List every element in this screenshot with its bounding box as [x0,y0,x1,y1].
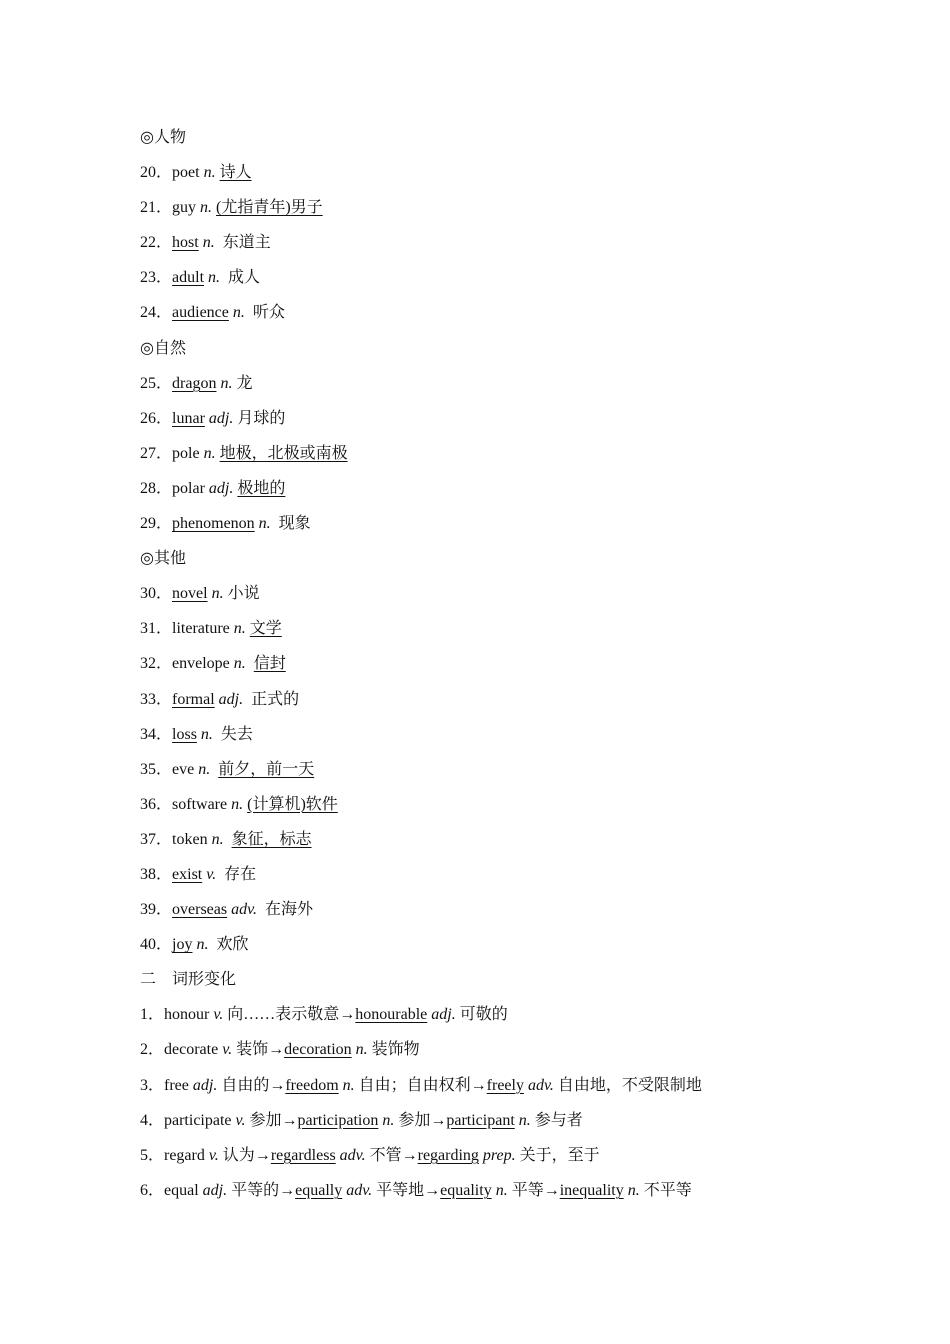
entry-text: 39． [140,901,173,919]
entry-text: 现象 [270,515,311,533]
vocabulary-page [140,120,840,1208]
underlined-term: overseas [172,901,228,919]
entry-text: 小说 [223,585,260,603]
part-of-speech: n. [342,1076,355,1094]
entry-text: 参加→ [394,1111,447,1129]
underlined-term: (尤指青年)男子 [216,199,323,217]
part-of-speech: n. [518,1111,531,1129]
part-of-speech: prep. [482,1146,516,1164]
entry-text: 3．free [140,1076,193,1094]
underlined-term: loss [172,725,197,743]
entry-text: 30． [140,585,173,603]
part-of-speech: adv. [231,901,258,919]
underlined-term: 信封 [253,655,286,673]
vocab-entry [140,822,840,857]
entry-text: 35． [140,760,173,778]
part-of-speech: v. [206,865,217,883]
entry-text: 自由地，不受限制地 [553,1076,702,1094]
vocab-entry [140,857,840,892]
category-heading [140,120,840,155]
category-heading [140,541,840,576]
vocab-entry [140,225,840,260]
part-of-speech: n. [200,725,213,743]
entry-text: 自由的→ [217,1076,286,1094]
underlined-term: participant [446,1111,515,1129]
vocab-entry [140,1103,840,1138]
part-of-speech: adv. [346,1181,373,1199]
underlined-term: phenomenon [172,515,255,533]
entry-text: literature [172,620,230,638]
underlined-term: inequality [559,1181,624,1199]
vocab-entry [140,576,840,611]
underlined-term: 前夕，前一天 [218,760,315,778]
entry-text: 认为→ [218,1146,271,1164]
entry-text: ◎自然 [140,339,186,357]
part-of-speech: adj. [218,690,244,708]
underlined-term: honourable [355,1006,428,1024]
entry-text: 32． [140,655,173,673]
vocab-entry [140,506,840,541]
entry-text: 28． [140,479,173,497]
entry-text: software [172,795,228,813]
vocab-entry [140,1138,840,1173]
part-of-speech: n. [258,515,271,533]
entry-text: 33． [140,690,173,708]
entry-text: 6．equal [140,1181,203,1199]
vocab-entry [140,646,840,681]
underlined-term: exist [172,865,203,883]
underlined-term: equality [440,1181,492,1199]
entry-text: token [172,830,208,848]
entry-text: 38． [140,865,173,883]
entry-text: 听众 [244,304,285,322]
part-of-speech: v. [208,1146,219,1164]
entry-text: 装饰物 [367,1041,420,1059]
entry-text: 向……表示敬意→ [223,1006,356,1024]
section-heading [140,962,840,997]
entry-text: pole [172,444,200,462]
part-of-speech: n. [211,585,224,603]
underlined-term: freely [486,1076,524,1094]
underlined-term: audience [172,304,229,322]
vocab-entry [140,295,840,330]
part-of-speech: n. [208,269,221,287]
entry-text: 平等地→ [372,1181,441,1199]
entry-text: 23． [140,269,173,287]
part-of-speech: v. [222,1041,233,1059]
underlined-term: participation [297,1111,379,1129]
entry-text: 不平等 [639,1181,692,1199]
entry-text: 24． [140,304,173,322]
underlined-term: novel [172,585,208,603]
entry-text: 20． [140,164,173,182]
vocab-entry [140,260,840,295]
entry-text: 27． [140,444,173,462]
underlined-term: regardless [270,1146,336,1164]
entry-text: 不管→ [365,1146,418,1164]
entry-text: 21． [140,199,173,217]
entry-text: 欢欣 [208,936,249,954]
entry-text: 存在 [216,865,257,883]
part-of-speech: n. [203,444,216,462]
part-of-speech: n. [200,199,213,217]
category-heading [140,331,840,366]
vocab-entry [140,682,840,717]
vocab-entry [140,1173,840,1208]
entry-text: 5．regard [140,1146,209,1164]
part-of-speech: n. [203,164,216,182]
underlined-term: decoration [284,1041,352,1059]
entry-text: 29． [140,515,173,533]
underlined-term: equally [295,1181,343,1199]
part-of-speech: n. [495,1181,508,1199]
vocab-entry [140,892,840,927]
part-of-speech: v. [235,1111,246,1129]
entry-text: ◎人物 [140,129,186,146]
entry-text: 34． [140,725,173,743]
part-of-speech: n. [355,1041,368,1059]
vocab-entry [140,787,840,822]
part-of-speech: adv. [339,1146,366,1164]
part-of-speech: n. [232,304,245,322]
underlined-term: host [172,234,199,252]
entry-text: 关于，至于 [515,1146,600,1164]
entry-text: 东道主 [214,234,271,252]
vocab-entry [140,997,840,1032]
underlined-term: lunar [172,409,205,427]
part-of-speech: n. [627,1181,640,1199]
entry-text: 月球的 [233,409,286,427]
underlined-term: 象征，标志 [231,830,312,848]
part-of-speech: n. [211,830,224,848]
entry-text: 可敬的 [455,1006,508,1024]
entry-text: 装饰→ [232,1041,285,1059]
vocab-entry [140,1032,840,1067]
entry-text: guy [172,199,197,217]
entry-text: 2．decorate [140,1041,223,1059]
entry-text: 平等的→ [227,1181,296,1199]
underlined-term: freedom [285,1076,339,1094]
vocab-entry [140,471,840,506]
underlined-term: 文学 [249,620,282,638]
part-of-speech: n. [220,374,233,392]
vocab-entry [140,436,840,471]
entry-text: polar [172,479,205,497]
entry-text: 失去 [212,725,253,743]
vocab-entry [140,366,840,401]
entry-text: 36． [140,795,173,813]
part-of-speech: v. [213,1006,224,1024]
entry-text: 成人 [220,269,261,287]
vocab-entry [140,190,840,225]
entry-text: 参加→ [245,1111,298,1129]
vocab-entry [140,1068,840,1103]
entry-text: 二 词形变化 [140,971,237,989]
entry-text: 25． [140,374,173,392]
vocab-entry [140,401,840,436]
underlined-term: (计算机)软件 [247,795,338,813]
underlined-term: formal [172,690,215,708]
vocab-entry [140,752,840,787]
part-of-speech: n. [202,234,215,252]
entry-text: 37． [140,830,173,848]
entry-text: eve [172,760,195,778]
entry-text: 31． [140,620,173,638]
entry-text [246,655,254,672]
part-of-speech: n. [233,620,246,638]
entry-text: 1．honour [140,1006,214,1024]
part-of-speech: adj. [208,409,234,427]
vocab-entry [140,611,840,646]
part-of-speech: adj. [431,1006,456,1024]
entry-text: 在海外 [257,901,314,919]
entry-text: 平等→ [507,1181,560,1199]
underlined-term: 诗人 [219,164,252,182]
underlined-term: 极地的 [237,479,286,497]
entry-text: ◎其他 [140,550,186,568]
entry-text: envelope [172,655,230,673]
vocab-entry [140,717,840,752]
underlined-term: dragon [172,374,217,392]
vocab-entry [140,927,840,962]
entry-text: 4．participate [140,1111,236,1129]
entry-text: poet [172,164,200,182]
entry-text: 自由；自由权利→ [354,1076,487,1094]
underlined-term: 地极，北极或南极 [219,444,348,462]
part-of-speech: adj. [202,1181,228,1199]
entry-text: 40． [140,936,173,954]
part-of-speech: n. [382,1111,395,1129]
part-of-speech: n. [198,760,211,778]
entry-text: 26． [140,409,173,427]
underlined-term: regarding [417,1146,479,1164]
part-of-speech: n. [231,795,244,813]
part-of-speech: adj. [208,479,234,497]
entry-text: 22． [140,234,173,252]
entry-text [224,831,232,848]
part-of-speech: adj. [192,1076,218,1094]
part-of-speech: n. [196,936,209,954]
vocab-entry [140,155,840,190]
part-of-speech: adv. [527,1076,554,1094]
entry-text: 参与者 [530,1111,583,1129]
entry-text: 龙 [232,374,253,392]
part-of-speech: n. [233,655,246,673]
entry-text: 正式的 [243,690,300,708]
underlined-term: adult [172,269,205,287]
underlined-term: joy [172,936,193,954]
